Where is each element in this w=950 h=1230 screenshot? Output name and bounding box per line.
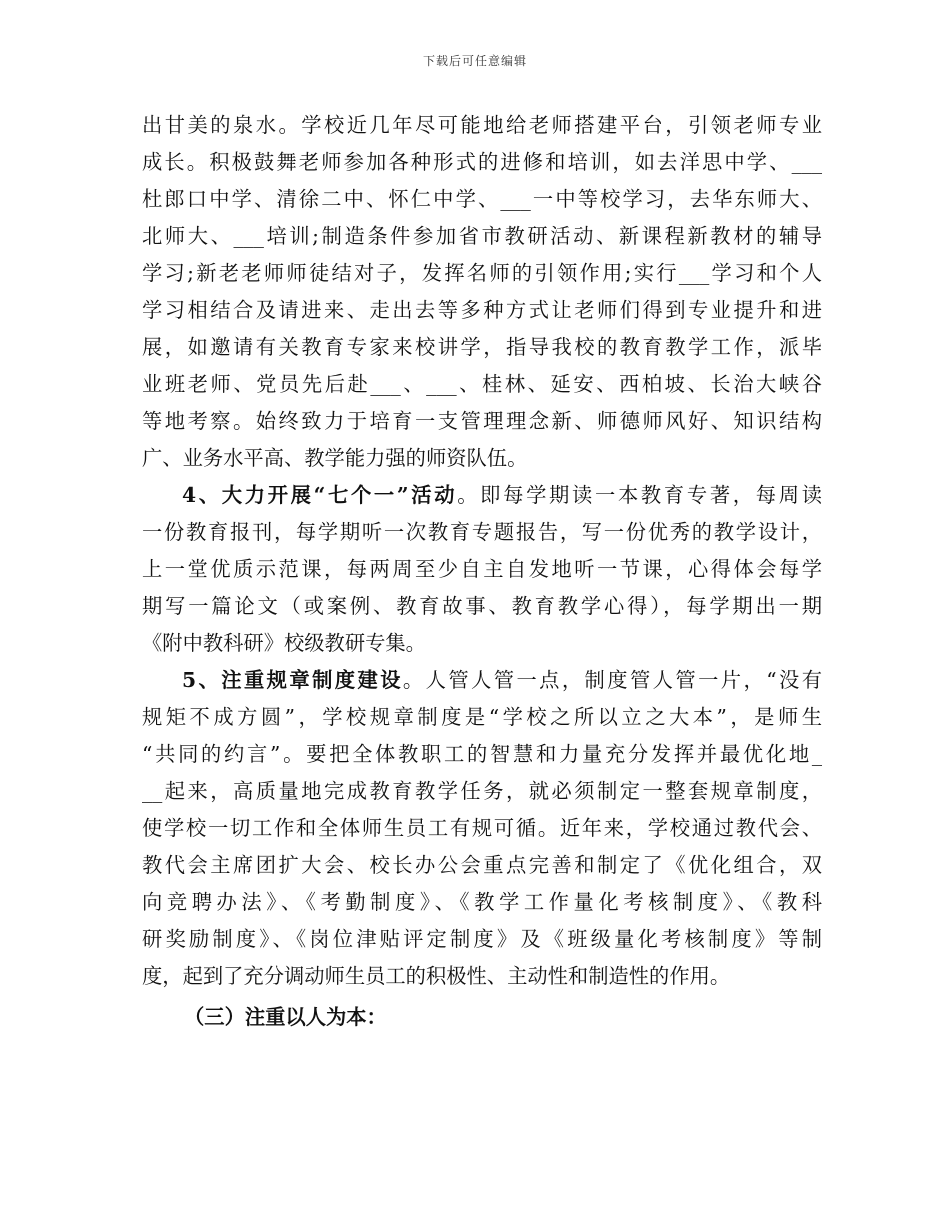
- text-line: 展，如邀请有关教育专家来校讲学，指导我校的教育教学工作，派毕: [142, 335, 822, 359]
- text-line: 使学校一切工作和全体师生员工有规可循。近年来，学校通过教代会、: [142, 816, 822, 840]
- text-line: 出甘美的泉水。学校近几年尽可能地给老师搭建平台，引领老师专业: [142, 113, 822, 137]
- text-line: 教代会主席团扩大会、校长办公会重点完善和制定了《优化组合，双: [142, 853, 822, 877]
- text-span: 。即每学期读一本教育专著，每周读: [457, 483, 822, 507]
- text-line: 杜郎口中学、清徐二中、怀仁中学、___一中等校学习，去华东师大、: [142, 187, 822, 211]
- text-line: 学习;新老老师师徒结对子，发挥名师的引领作用;实行___学习和个人: [142, 261, 822, 285]
- text-line: 向竞聘办法》、《考勤制度》、《教学工作量化考核制度》、《教科: [142, 890, 822, 914]
- text-line: 等地考察。始终致力于培育一支管理理念新、师德师风好、知识结构: [142, 409, 822, 433]
- document-body: [142, 107, 822, 1036]
- text-line: 期写一篇论文（或案例、教育故事、教育教学心得），每学期出一期: [142, 594, 822, 618]
- text-line: [142, 477, 822, 514]
- paragraph-regulations: [142, 662, 822, 995]
- text-line: 学习相结合及请进来、走出去等多种方式让老师们得到专业提升和进: [142, 298, 822, 322]
- text-line: 研奖励制度》、《岗位津贴评定制度》及《班级量化考核制度》等制: [142, 927, 822, 951]
- section-heading: 4、大力开展“七个一”活动: [182, 483, 458, 507]
- text-line: 一份教育报刊，每学期听一次教育专题报告，写一份优秀的教学设计，: [142, 520, 822, 544]
- text-span: 。人管人管一点，制度管人管一片，“没有: [402, 668, 822, 692]
- text-line: 业班老师、党员先后赴___、___、桂林、延安、西柏坡、长治大峡谷: [142, 372, 822, 396]
- text-line: 成长。积极鼓舞老师参加各种形式的进修和培训，如去洋思中学、___: [142, 150, 822, 174]
- text-line: 广、业务水平高、教学能力强的师资队伍。: [142, 446, 528, 470]
- text-line: “共同的约言”。要把全体教职工的智慧和力量充分发挥并最优化地_: [142, 742, 822, 766]
- text-line: 上一堂优质示范课，每两周至少自主自发地听一节课，心得体会每学: [142, 557, 822, 581]
- text-line: __起来，高质量地完成教育教学任务，就必须制定一整套规章制度，: [142, 779, 822, 803]
- text-line: 《附中教科研》校级教研专集。: [142, 631, 426, 655]
- paragraph-teacher-training: [142, 107, 822, 477]
- section-heading: 5、注重规章制度建设: [182, 668, 403, 692]
- text-line: 规矩不成方圆”，学校规章制度是“学校之所以立之大本”，是师生: [142, 705, 822, 729]
- paragraph-seven-ones: [142, 477, 822, 662]
- text-line: [142, 662, 822, 699]
- section-subheading: （三）注重以人为本：: [184, 1005, 387, 1029]
- text-line: 度，起到了充分调动师生员工的积极性、主动性和制造性的作用。: [142, 964, 731, 988]
- text-line: 北师大、___培训;制造条件参加省市教研活动、新课程新教材的辅导: [142, 224, 822, 248]
- page-header: 下载后可任意编辑: [422, 54, 527, 68]
